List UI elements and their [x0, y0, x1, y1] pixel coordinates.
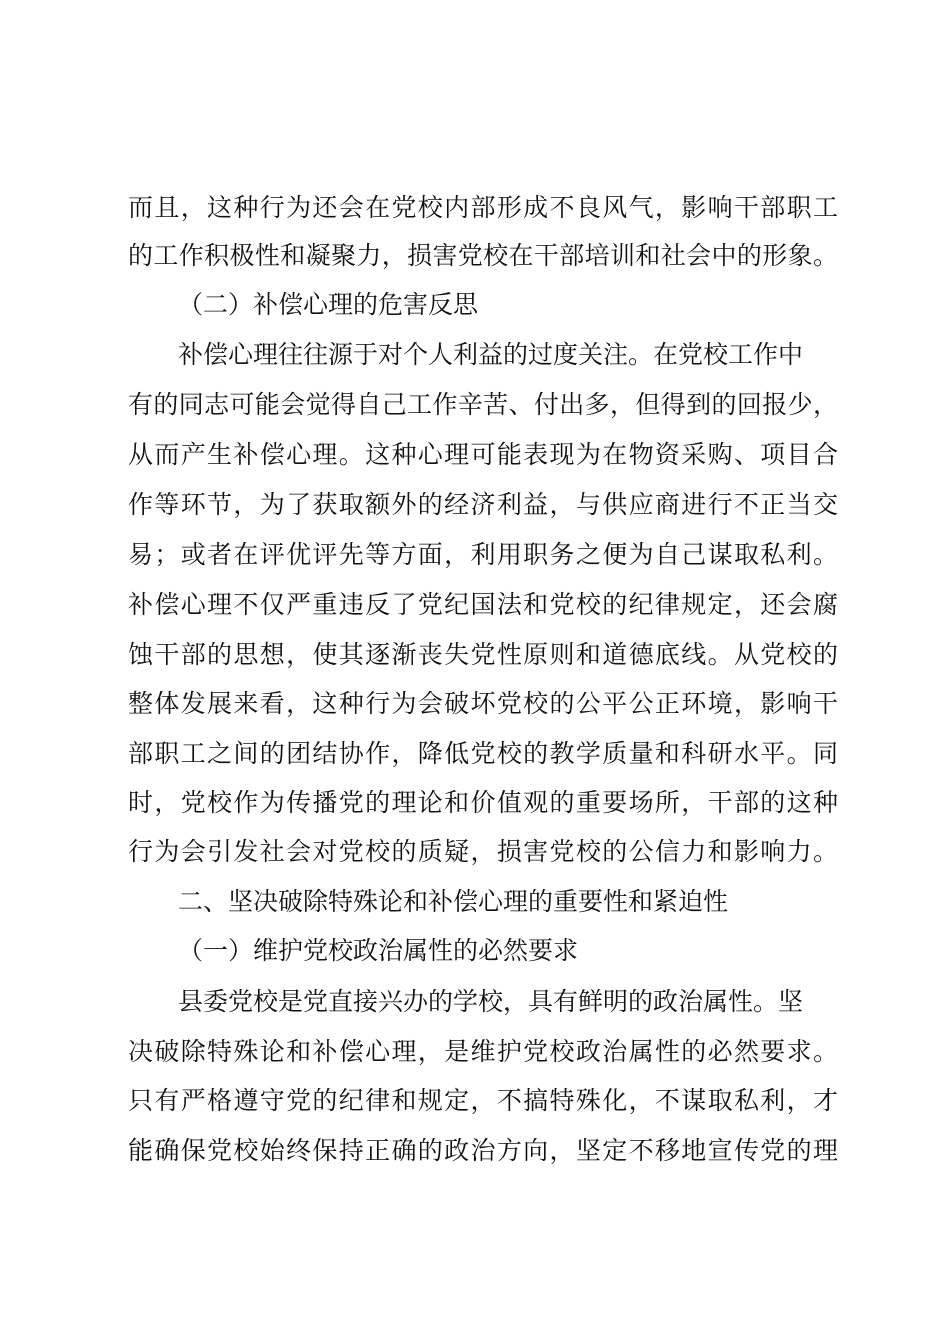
section-heading: 二、坚决破除特殊论和补偿心理的重要性和紧迫性	[178, 887, 729, 916]
text-line: 能确保党校始终保持正确的政治方向，坚定不移地宣传党的理	[128, 1136, 838, 1165]
text-line: 作等环节，为了获取额外的经济利益，与供应商进行不正当交	[128, 490, 838, 519]
text-line: 而且，这种行为还会在党校内部形成不良风气，影响干部职工	[128, 193, 838, 222]
text-line: 行为会引发社会对党校的质疑，损害党校的公信力和影响力。	[128, 837, 838, 866]
text-line: 只有严格遵守党的纪律和规定，不搞特殊化，不谋取私利，才	[128, 1086, 838, 1115]
text-line: 有的同志可能会觉得自己工作辛苦、付出多，但得到的回报少，	[128, 390, 838, 419]
text-line: 的工作积极性和凝聚力，损害党校在干部培训和社会中的形象。	[128, 241, 838, 270]
text-line: 易；或者在评优评先等方面，利用职务之便为自己谋取私利。	[128, 540, 838, 569]
section-heading: （一）维护党校政治属性的必然要求	[178, 936, 579, 965]
text-line: 补偿心理往往源于对个人利益的过度关注。在党校工作中	[178, 340, 804, 369]
text-line: 补偿心理不仅严重违反了党纪国法和党校的纪律规定，还会腐	[128, 590, 838, 619]
text-line: 从而产生补偿心理。这种心理可能表现为在物资采购、项目合	[128, 440, 838, 469]
text-line: 整体发展来看，这种行为会破坏党校的公平公正环境，影响干	[128, 689, 838, 718]
text-line: 县委党校是党直接兴办的学校，具有鲜明的政治属性。坚	[178, 987, 804, 1016]
text-line: 部职工之间的团结协作，降低党校的教学质量和科研水平。同	[128, 739, 838, 768]
section-heading: （二）补偿心理的危害反思	[178, 290, 479, 319]
text-line: 决破除特殊论和补偿心理，是维护党校政治属性的必然要求。	[128, 1037, 838, 1066]
text-line: 时，党校作为传播党的理论和价值观的重要场所，干部的这种	[128, 788, 838, 817]
text-line: 蚀干部的思想，使其逐渐丧失党性原则和道德底线。从党校的	[128, 640, 838, 669]
